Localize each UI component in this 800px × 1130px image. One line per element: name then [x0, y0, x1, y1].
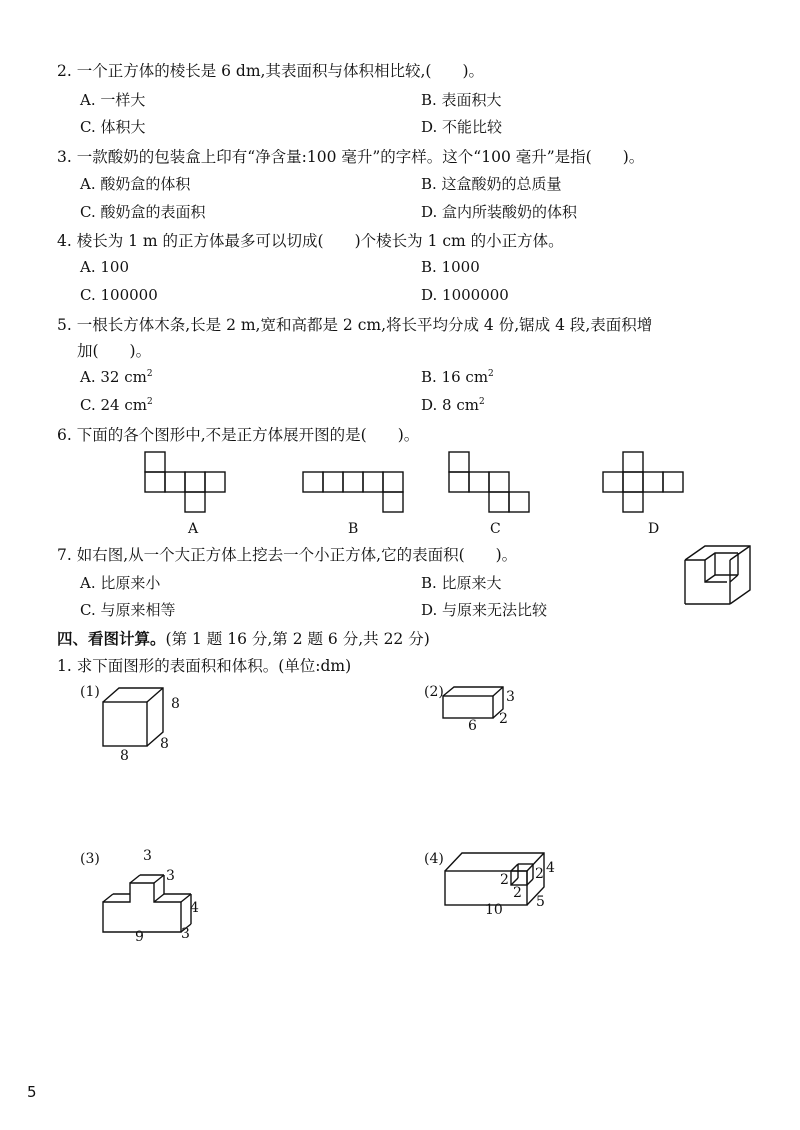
q5-option-d: D. 8 $cm^2$: [421, 396, 485, 414]
q2-option-a: A. 一样大: [80, 91, 146, 109]
q3-option-b: B. 这盒酸奶的总质量: [421, 175, 562, 193]
question-2-stem: 2. 一个正方体的棱长是 6 dm,其表面积与体积相比较,( )。: [57, 62, 485, 80]
question-5-stem-line2: 加( )。: [77, 342, 152, 360]
figure-2-dim-height: 3: [506, 689, 515, 705]
q7-option-b: B. 比原来大: [421, 574, 502, 592]
figure-1-dim-depth: 8: [160, 736, 169, 752]
figure-4-dim-notch-width: 2: [500, 872, 509, 888]
section-4-title: 四、看图计算。(第 1 题 16 分,第 2 题 6 分,共 22 分): [57, 630, 430, 648]
figure-3-dim-top-width: 3: [143, 848, 152, 864]
q3-option-c: C. 酸奶盒的表面积: [80, 203, 206, 221]
q2-option-c: C. 体积大: [80, 118, 146, 136]
figure-3-dim-base-height: 4: [190, 900, 199, 916]
figure-4-tag: (4): [424, 851, 444, 867]
net-b-label: B: [348, 521, 359, 537]
page-number: 5: [27, 1083, 37, 1101]
net-a-label: A: [188, 521, 199, 537]
figure-1-dim-length: 8: [120, 748, 129, 764]
section-4-question-1-stem: 1. 求下面图形的表面积和体积。(单位:dm): [57, 657, 352, 675]
net-b-figure: [300, 448, 410, 518]
figure-1-tag: (1): [80, 684, 100, 700]
cube-with-notch-figure: [680, 542, 760, 610]
net-c-figure: [445, 448, 535, 518]
figure-1-dim-height: 8: [171, 696, 180, 712]
figure-3-tag: (3): [80, 851, 100, 867]
q7-option-d: D. 与原来无法比较: [421, 601, 548, 619]
q4-option-b: B. 1000: [421, 258, 480, 276]
question-5-stem-line1: 5. 一根长方体木条,长是 2 m,宽和高都是 2 cm,将长平均分成 4 份,锯成 4 段,表面积增: [57, 316, 653, 334]
net-a-figure: [140, 448, 230, 518]
figure-3-dim-top-height: 3: [166, 868, 175, 884]
q7-option-a: A. 比原来小: [80, 574, 161, 592]
figure-4-dim-length: 10: [485, 902, 503, 918]
net-d-figure: [598, 448, 688, 518]
q3-option-a: A. 酸奶盒的体积: [80, 175, 191, 193]
q5-option-b: B. 16 $cm^2$: [421, 368, 494, 386]
figure-2-cuboid: [440, 685, 506, 721]
net-d-label: D: [648, 521, 660, 537]
figure-3-dim-depth: 3: [181, 926, 190, 942]
figure-2-tag: (2): [424, 684, 444, 700]
figure-2-dim-width: 2: [499, 711, 508, 727]
figure-2-dim-length: 6: [468, 718, 477, 734]
q5-option-c: C. 24 $cm^2$: [80, 396, 153, 414]
figure-3-dim-length: 9: [135, 929, 144, 945]
figure-4-dim-notch-height: 2: [535, 866, 544, 882]
figure-4-dim-height: 4: [546, 860, 555, 876]
q5-option-a: A. 32 $cm^2$: [80, 368, 153, 386]
net-c-label: C: [490, 521, 501, 537]
q2-option-b: B. 表面积大: [421, 91, 502, 109]
q4-option-c: C. 100000: [80, 286, 158, 304]
question-7-stem: 7. 如右图,从一个大正方体上挖去一个小正方体,它的表面积( )。: [57, 546, 518, 564]
figure-4-dim-depth: 5: [536, 894, 545, 910]
question-6-stem: 6. 下面的各个图形中,不是正方体展开图的是( )。: [57, 426, 420, 444]
question-3-stem: 3. 一款酸奶的包装盒上印有“净含量:100 毫升”的字样。这个“100 毫升”是指( )。: [57, 148, 645, 166]
figure-4-dim-notch-depth: 2: [513, 885, 522, 901]
q4-option-d: D. 1000000: [421, 286, 509, 304]
q4-option-a: A. 100: [80, 258, 129, 276]
q3-option-d: D. 盒内所装酸奶的体积: [421, 203, 578, 221]
q7-option-c: C. 与原来相等: [80, 601, 176, 619]
question-4-stem: 4. 棱长为 1 m 的正方体最多可以切成( )个棱长为 1 cm 的小正方体。: [57, 232, 564, 250]
figure-3-t-solid: [100, 862, 195, 934]
q2-option-d: D. 不能比较: [421, 118, 503, 136]
